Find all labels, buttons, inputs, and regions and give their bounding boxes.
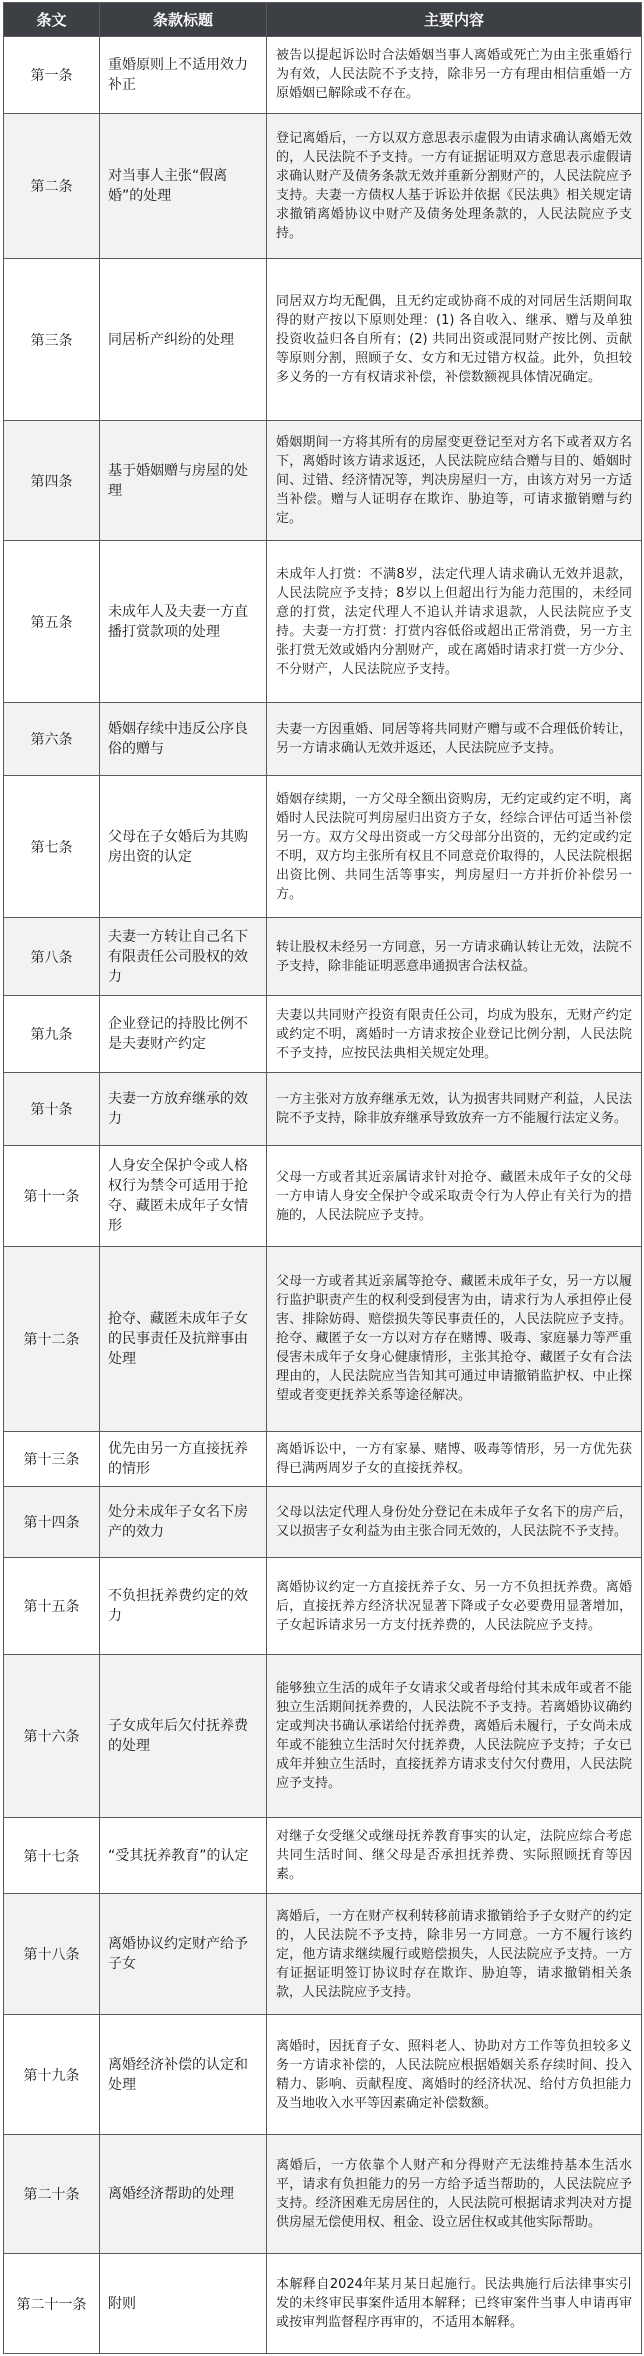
article-number: 第十一条 <box>4 1146 100 1246</box>
article-number: 第四条 <box>4 420 100 541</box>
article-title: 企业登记的持股比例不是夫妻财产约定 <box>100 996 267 1073</box>
article-content: 离婚时，因抚育子女、照料老人、协助对方工作等负担较多义务一方请求补偿的，人民法院应根据婚姻关系存续时间、投入精力、影响、贡献程度、离婚时的经济状况、给付方负担能力及当地收入水平等因素确定补偿数额。 <box>267 2015 642 2135</box>
article-title: 人身安全保护令或人格权行为禁令可适用于抢夺、藏匿未成年子女情形 <box>100 1146 267 1246</box>
header-title: 条款标题 <box>100 3 267 37</box>
article-number: 第九条 <box>4 996 100 1073</box>
article-title: 不负担抚养费约定的效力 <box>100 1558 267 1655</box>
article-title: 夫妻一方转让自己名下有限责任公司股权的效力 <box>100 918 267 996</box>
article-title: 基于婚姻赠与房屋的处理 <box>100 420 267 541</box>
article-content: 离婚后，一方在财产权利转移前请求撤销给予子女财产的约定的，人民法院不予支持，除非另一方同意。一方不履行该约定，他方请求继续履行或赔偿损失，人民法院应予支持。一方有证据证明签订协议时存在欺诈、胁迫等，请求撤销相关条款，人民法院应予支持。 <box>267 1894 642 2015</box>
article-title: 父母在子女婚后为其购房出资的认定 <box>100 776 267 918</box>
article-title: 同居析产纠纷的处理 <box>100 259 267 420</box>
article-number: 第十三条 <box>4 1431 100 1486</box>
article-content: 转让股权未经另一方同意，另一方请求确认转让无效，法院不予支持，除非能证明恶意串通损害合法权益。 <box>267 918 642 996</box>
article-number: 第十条 <box>4 1072 100 1145</box>
article-content: 婚姻期间一方将其所有的房屋变更登记至对方名下或者双方名下，离婚时该方请求返还，人民法院应结合赠与目的、婚姻时间、过错、经济情况等，判决房屋归一方，由该方对另一方适当补偿。赠与人证明存在欺诈、胁迫等，可请求撤销赠与约定。 <box>267 420 642 541</box>
table-row <box>4 702 642 775</box>
article-title: 对当事人主张“假离婚”的处理 <box>100 113 267 259</box>
table-row <box>4 1558 642 1655</box>
article-number: 第十二条 <box>4 1246 100 1431</box>
header-row <box>4 3 642 37</box>
article-content: 同居双方均无配偶，且无约定或协商不成的对同居生活期间取得的财产按以下原则处理：(1) 各自收入、继承、赠与及单独投资收益归各自所有；(2) 共同出资或混同财产按比例、贡献等原则分割，照顾子女、女方和无过错方权益。此外，负担较多义务的一方有权请求补偿，补偿数额视具体情况确定。 <box>267 259 642 420</box>
article-title: 未成年人及夫妻一方直播打赏款项的处理 <box>100 541 267 702</box>
article-number: 第二十条 <box>4 2134 100 2254</box>
article-number: 第二十一条 <box>4 2254 100 2354</box>
table-row <box>4 1072 642 1145</box>
article-content: 夫妻一方因重婚、同居等将共同财产赠与或不合理低价转让，另一方请求确认无效并返还，人民法院应予支持。 <box>267 702 642 775</box>
article-content: 父母一方或者其近亲属等抢夺、藏匿未成年子女，另一方以履行监护职责产生的权利受到侵害为由，请求行为人承担停止侵害、排除妨碍、赔偿损失等民事责任的，人民法院应予支持。抢夺、藏匿子女一方以对方存在赌博、吸毒、家庭暴力等严重侵害未成年子女身心健康情形，主张其抢夺、藏匿子女有合法理由的，人民法院应当告知其可通过申请撤销监护权、中止探望或者变更抚养关系等途径解决。 <box>267 1246 642 1431</box>
article-title: 重婚原则上不适用效力补正 <box>100 37 267 114</box>
table-row <box>4 259 642 420</box>
article-title: 子女成年后欠付抚养费的处理 <box>100 1655 267 1818</box>
article-content: 未成年人打赏：不满8岁，法定代理人请求确认无效并退款，人民法院应予支持；8岁以上但超出行为能力范围的，未经同意的打赏，法定代理人不追认并请求退款，人民法院应予支持。夫妻一方打赏：打赏内容低俗或超出正常消费，另一方主张打赏无效或婚内分割财产，或在离婚时请求打赏一方少分、不分财产，人民法院应予支持。 <box>267 541 642 702</box>
table-row <box>4 1431 642 1486</box>
table-row <box>4 2015 642 2135</box>
table-row <box>4 1817 642 1894</box>
header-content: 主要内容 <box>267 3 642 37</box>
article-content: 夫妻以共同财产投资有限责任公司，均成为股东，无财产约定或约定不明，离婚时一方请求按企业登记比例分割，人民法院不予支持，应按民法典相关规定处理。 <box>267 996 642 1073</box>
table-row <box>4 37 642 114</box>
article-content: 本解释自2024年某月某日起施行。民法典施行后法律事实引发的未终审民事案件适用本解释；已终审案件当事人申请再审或按审判监督程序再审的，不适用本解释。 <box>267 2254 642 2354</box>
article-content: 登记离婚后，一方以双方意思表示虚假为由请求确认离婚无效的，人民法院不予支持。一方有证据证明双方意思表示虚假请求确认财产及债务条款无效并重新分割财产的，人民法院应予支持。夫妻一方债权人基于诉讼并依据《民法典》相关规定请求撤销离婚协议中财产及债务处理条款的，人民法院应予支持。 <box>267 113 642 259</box>
article-title: 抢夺、藏匿未成年子女的民事责任及抗辩事由处理 <box>100 1246 267 1431</box>
article-title: 离婚经济补偿的认定和处理 <box>100 2015 267 2135</box>
table-row <box>4 1146 642 1246</box>
article-title: 离婚经济帮助的处理 <box>100 2134 267 2254</box>
article-number: 第十四条 <box>4 1487 100 1558</box>
table-row <box>4 1655 642 1818</box>
table-body <box>4 37 642 2354</box>
article-title: “受其抚养教育”的认定 <box>100 1817 267 1894</box>
article-content: 婚姻存续期，一方父母全额出资购房，无约定或约定不明，离婚时人民法院可判房屋归出资方子女，经综合评估可适当补偿另一方。双方父母出资或一方父母部分出资的，无约定或约定不明，双方均主张所有权且不同意竞价取得的，人民法院根据出资比例、共同生活等事实，判房屋归一方并折价补偿另一方。 <box>267 776 642 918</box>
article-title: 优先由另一方直接抚养的情形 <box>100 1431 267 1486</box>
article-content: 父母以法定代理人身份处分登记在未成年子女名下的房产后，又以损害子女利益为由主张合同无效的，人民法院不予支持。 <box>267 1487 642 1558</box>
table-header <box>4 3 642 37</box>
table-row <box>4 1487 642 1558</box>
article-number: 第三条 <box>4 259 100 420</box>
table-row <box>4 2134 642 2254</box>
table-row <box>4 113 642 259</box>
article-content: 能够独立生活的成年子女请求父或者母给付其未成年或者不能独立生活期间抚养费的，人民法院不予支持。若离婚协议确约定或判决书确认承诺给付抚养费，离婚后未履行，子女尚未成年或不能独立生活时欠付抚养费，人民法院应予支持；子女已成年并独立生活时，直接抚养方请求支付欠付费用，人民法院应予支持。 <box>267 1655 642 1818</box>
article-title: 处分未成年子女名下房产的效力 <box>100 1487 267 1558</box>
article-title: 婚姻存续中违反公序良俗的赠与 <box>100 702 267 775</box>
article-content: 离婚后，一方依靠个人财产和分得财产无法维持基本生活水平，请求有负担能力的另一方给予适当帮助的，人民法院应予支持。经济困难无房居住的，人民法院可根据请求判决对方提供房屋无偿使用权、租金、设立居住权或其他实际帮助。 <box>267 2134 642 2254</box>
table-row <box>4 776 642 918</box>
table-row <box>4 1246 642 1431</box>
table-row <box>4 420 642 541</box>
article-title: 夫妻一方放弃继承的效力 <box>100 1072 267 1145</box>
header-article: 条文 <box>4 3 100 37</box>
article-content: 被告以提起诉讼时合法婚姻当事人离婚或死亡为由主张重婚行为有效，人民法院不予支持，除非另一方有理由相信重婚一方原婚姻已解除或不存在。 <box>267 37 642 114</box>
article-number: 第十六条 <box>4 1655 100 1818</box>
article-number: 第七条 <box>4 776 100 918</box>
table-row <box>4 2254 642 2354</box>
article-content: 对继子女受继父或继母抚养教育事实的认定，法院应综合考虑共同生活时间、继父母是否承担抚养费、实际照顾抚育等因素。 <box>267 1817 642 1894</box>
article-number: 第十五条 <box>4 1558 100 1655</box>
article-number: 第六条 <box>4 702 100 775</box>
table-row <box>4 1894 642 2015</box>
article-title: 离婚协议约定财产给予子女 <box>100 1894 267 2015</box>
article-title: 附则 <box>100 2254 267 2354</box>
article-content: 离婚协议约定一方直接抚养子女、另一方不负担抚养费。离婚后，直接抚养方经济状况显著下降或子女必要费用显著增加，子女起诉请求另一方支付抚养费的，人民法院应予支持。 <box>267 1558 642 1655</box>
article-number: 第十八条 <box>4 1894 100 2015</box>
article-number: 第五条 <box>4 541 100 702</box>
table-row <box>4 918 642 996</box>
article-content: 一方主张对方放弃继承无效，认为损害共同财产利益，人民法院不予支持，除非放弃继承导致放弃一方不能履行法定义务。 <box>267 1072 642 1145</box>
table-row <box>4 996 642 1073</box>
article-number: 第一条 <box>4 37 100 114</box>
article-content: 父母一方或者其近亲属请求针对抢夺、藏匿未成年子女的父母一方申请人身安全保护令或采取责令行为人停止有关行为的措施的，人民法院应予支持。 <box>267 1146 642 1246</box>
article-number: 第八条 <box>4 918 100 996</box>
clauses-table <box>3 2 642 2354</box>
article-number: 第二条 <box>4 113 100 259</box>
article-number: 第十九条 <box>4 2015 100 2135</box>
article-content: 离婚诉讼中，一方有家暴、赌博、吸毒等情形，另一方优先获得已满两周岁子女的直接抚养权。 <box>267 1431 642 1486</box>
table-row <box>4 541 642 702</box>
article-number: 第十七条 <box>4 1817 100 1894</box>
